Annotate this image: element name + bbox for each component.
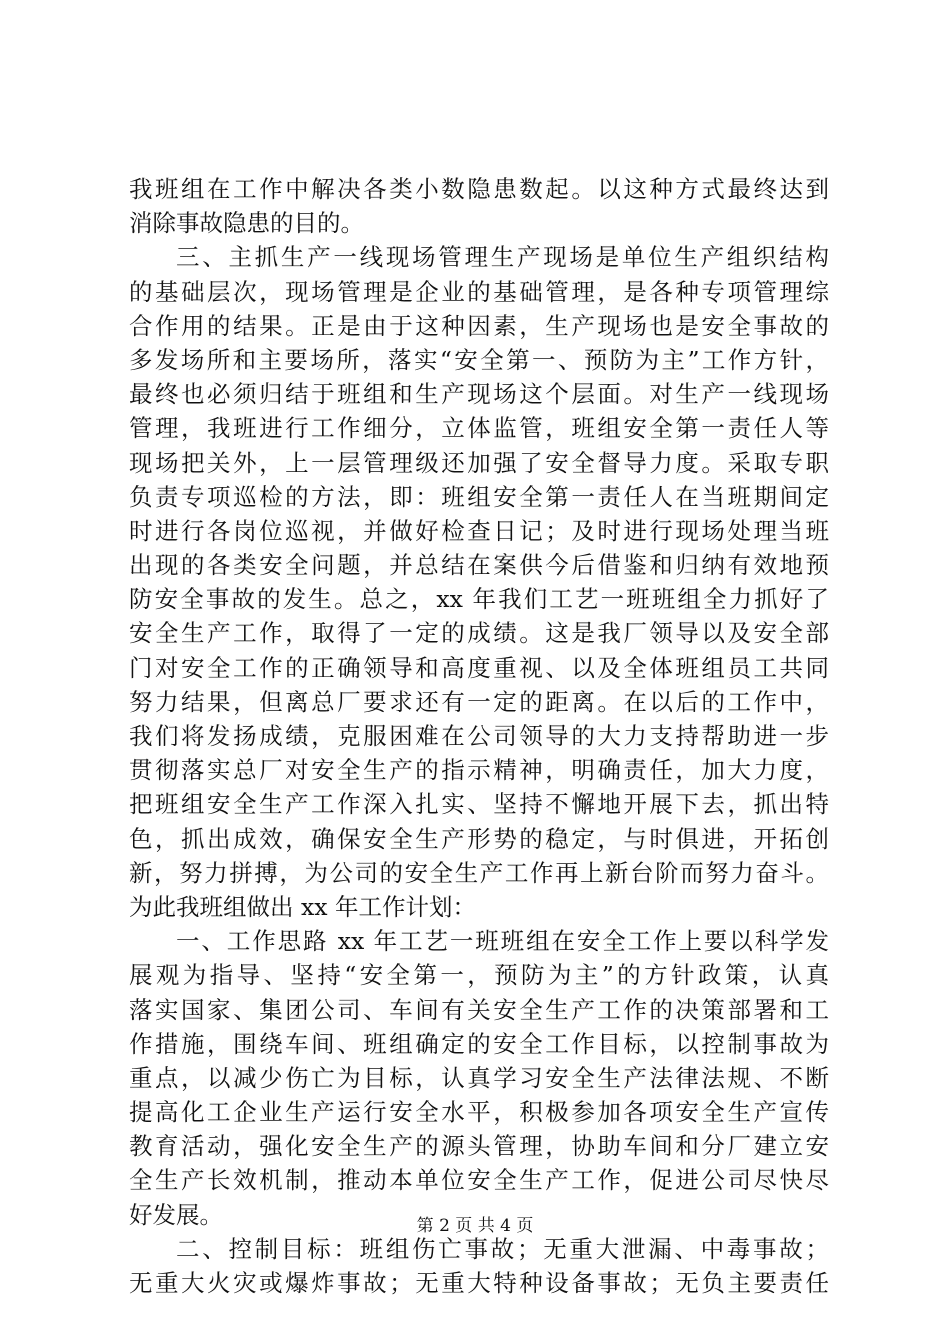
text-line: 落实国家、集团公司、车间有关安全生产工作的决策部署和工 — [129, 995, 829, 1024]
text-line: 全生产长效机制，推动本单位安全生产工作，促进公司尽快尽 — [129, 1166, 829, 1195]
text-line: 二、控制目标：班组伤亡事故；无重大泄漏、中毒事故； — [176, 1234, 829, 1263]
text-line: 我班组在工作中解决各类小数隐患数起。以这种方式最终达到 — [129, 175, 829, 203]
page-footer: 第 2 页 共 4 页 — [416, 1216, 534, 1236]
text-line: 的基础层次，现场管理是企业的基础管理，是各种专项管理综 — [129, 277, 829, 306]
text-line: 我们将发扬成绩，克服困难在公司领导的大力支持帮助进一步 — [129, 722, 829, 750]
text-line: 贯彻落实总厂对安全生产的指示精神，明确责任，加大力度， — [129, 756, 829, 785]
text-line: 教育活动，强化安全生产的源头管理，协助车间和分厂建立安 — [129, 1132, 829, 1161]
text-line: 出现的各类安全问题，并总结在案供今后借鉴和归纳有效地预 — [129, 551, 829, 580]
text-line: 一、工作思路 xx 年工艺一班班组在安全工作上要以科学发 — [176, 927, 829, 956]
text-line: 努力结果，但离总厂要求还有一定的距离。在以后的工作中， — [129, 687, 829, 716]
text-line: 合作用的结果。正是由于这种因素，生产现场也是安全事故的 — [129, 311, 829, 340]
text-line: 提高化工企业生产运行安全水平，积极参加各项安全生产宣传 — [129, 1098, 829, 1127]
text-line: 门对安全工作的正确领导和高度重视、以及全体班组员工共同 — [129, 653, 829, 682]
text-line: 为此我班组做出 xx 年工作计划： — [129, 892, 476, 921]
text-line: 新，努力拼搏，为公司的安全生产工作再上新台阶而努力奋斗。 — [129, 858, 829, 887]
text-line: 防安全事故的发生。总之，xx 年我们工艺一班班组全力抓好了 — [129, 585, 829, 614]
text-line: 把班组安全生产工作深入扎实、坚持不懈地开展下去，抓出特 — [129, 790, 829, 819]
text-line: 好发展。 — [129, 1200, 223, 1229]
text-line: 现场把关外，上一层管理级还加强了安全督导力度。采取专职 — [129, 448, 829, 477]
text-line: 最终也必须归结于班组和生产现场这个层面。对生产一线现场 — [129, 380, 829, 409]
body-text — [129, 172, 829, 1300]
text-line: 重点，以减少伤亡为目标，认真学习安全生产法律法规、不断 — [129, 1063, 829, 1092]
text-line: 管理，我班进行工作细分，立体监管，班组安全第一责任人等 — [129, 414, 829, 443]
text-line: 消除事故隐患的目的。 — [129, 209, 364, 238]
text-line: 展观为指导、坚持“安全第一，预防为主”的方针政策，认真 — [129, 961, 829, 990]
text-line: 色，抓出成效，确保安全生产形势的稳定，与时俱进，开拓创 — [129, 824, 829, 853]
text-line: 时进行各岗位巡视，并做好检查日记；及时进行现场处理当班 — [129, 516, 829, 545]
text-line: 多发场所和主要场所，落实“安全第一、预防为主”工作方针， — [129, 345, 829, 374]
text-line: 无重大火灾或爆炸事故；无重大特种设备事故；无负主要责任 — [129, 1269, 829, 1297]
text-line: 作措施，围绕车间、班组确定的安全工作目标，以控制事故为 — [129, 1029, 829, 1058]
text-line: 负责专项巡检的方法，即：班组安全第一责任人在当班期间定 — [129, 482, 829, 511]
text-line: 三、主抓生产一线现场管理生产现场是单位生产组织结构 — [176, 243, 829, 272]
text-line: 安全生产工作，取得了一定的成绩。这是我厂领导以及安全部 — [129, 619, 829, 648]
